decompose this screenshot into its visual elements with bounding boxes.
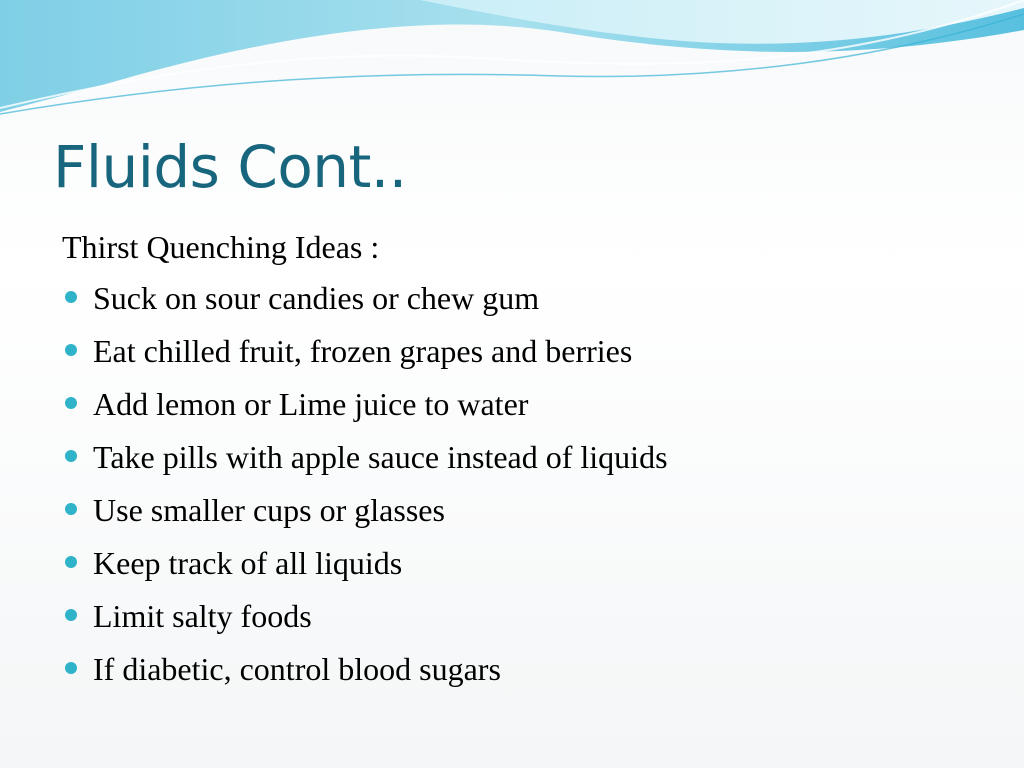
- bullet-item: [62, 381, 1002, 434]
- bullet-item: [62, 275, 1002, 328]
- bullet-item: [62, 593, 1002, 646]
- bullet-text: If diabetic, control blood sugars: [93, 651, 501, 687]
- bullet-text: Take pills with apple sauce instead of liquids: [93, 439, 668, 475]
- decorative-wave-header: [0, 0, 1024, 130]
- bullet-item: [62, 540, 1002, 593]
- slide-body: [62, 222, 1002, 699]
- bullet-text: Suck on sour candies or chew gum: [93, 280, 540, 316]
- bullet-list: [62, 275, 1002, 699]
- bullet-dot-icon: [65, 662, 77, 674]
- intro-text: Thirst Quenching Ideas :: [62, 229, 380, 265]
- bullet-dot-icon: [65, 397, 77, 409]
- bullet-dot-icon: [65, 291, 77, 303]
- bullet-dot-icon: [65, 556, 77, 568]
- slide-title: Fluids Cont..: [53, 133, 407, 201]
- bullet-text: Eat chilled fruit, frozen grapes and berries: [93, 333, 633, 369]
- bullet-item: [62, 328, 1002, 381]
- bullet-dot-icon: [65, 344, 77, 356]
- bullet-item: [62, 646, 1002, 699]
- bullet-item: [62, 487, 1002, 540]
- bullet-dot-icon: [65, 503, 77, 515]
- bullet-dot-icon: [65, 450, 77, 462]
- bullet-item: [62, 434, 1002, 487]
- bullet-text: Use smaller cups or glasses: [93, 492, 445, 528]
- bullet-text: Keep track of all liquids: [93, 545, 403, 581]
- bullet-text: Limit salty foods: [93, 598, 312, 634]
- bullet-text: Add lemon or Lime juice to water: [93, 386, 529, 422]
- bullet-dot-icon: [65, 609, 77, 621]
